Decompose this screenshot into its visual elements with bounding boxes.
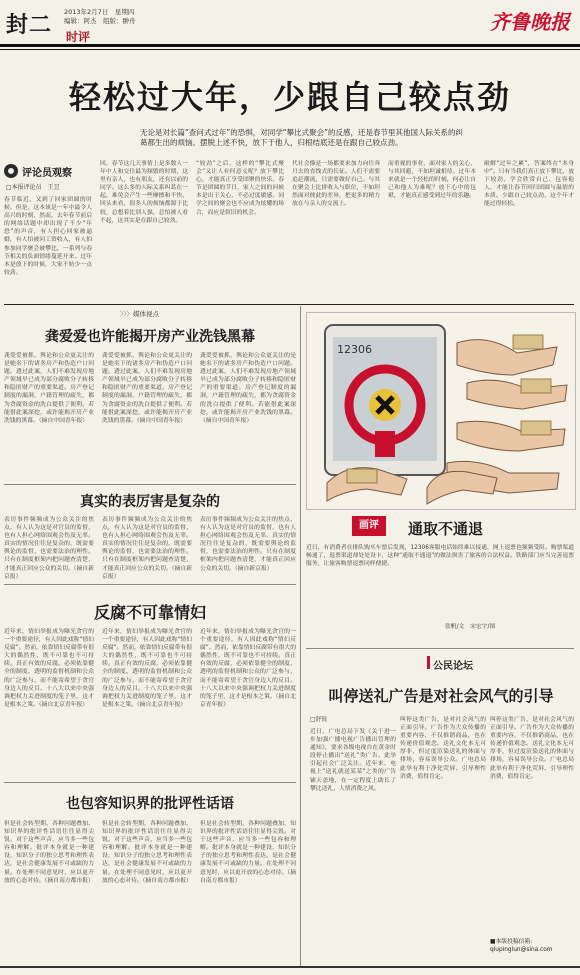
article-3-body-c: 近年来，情妇举报成为曝光贪官的一个重要途径，有人因此戏称“情妇反腐”。然而，依靠情妇反腐带有很大的偶然性，既不可靠也不可持续。真正有效的反腐，必须依靠健全的制度、透明的监督机制和公众的广泛参与，而不能寄希望于贪官身边人的反目。十八大以来中央强调把权力关进制度的笼子里，这才是根本之策。（摘自北京青年报）	[200, 629, 296, 708]
lead-body-col-1: 春节临近，又到了回家团圆的时候。但是，这本该是一年中最令人高兴的时刻，然而，去年春节前后的网络话题中却出现了不少“年恐”的声音，有人担心回家被逼婚，有人怕被问工资收入，有人怕参加同学聚会被攀比，一系列与春节相关的负面情绪蔓延开来。过年本是放下的时候，大家不妨少一点较劲。	[4, 197, 92, 276]
forum-body-col-3: 叫停这类广告，是对社会风气的正面引导。广告作为大众传播的重要内容，不仅推销商品，也在传递价值观念。送礼文化本无可厚非，但过度渲染送礼的体面与排场，容易误导公众。广电总局此举有利于净化荧屏、引导理性消费，值得肯定。	[490, 717, 574, 780]
article-1-body-b: 龚爱爱被抓，舆论和公众更关注的是她名下的诸多房产和伪造户口问题。透过此案，人们不难发现房地产领域早已成为部分腐败分子转移和隐匿财产的重要渠道。房产登记制度的漏洞，户籍管理的疏失，都为贪腐资金的洗白提供了便利。若能借此案深挖，或许能揭开房产业洗钱的黑幕。（摘自中国青年报）	[102, 353, 192, 424]
speech-bubble-icon	[4, 164, 18, 178]
section-name: 封二	[6, 12, 53, 38]
divider	[306, 648, 574, 649]
media-section-tag: 〉〉〉媒体视点	[120, 310, 159, 318]
newspaper-logo: 齐鲁晚报	[490, 10, 570, 34]
article-2-body-c: 表厉事件频频成为公众关注的焦点，有人认为这是对官员的监督，也有人担心网络围观会伤及无辜。真实的情况往往是复杂的，既需要舆论的监督，也需要法治的理性。只有在制度框架内把问题查清楚，才能真正回应公众的关切。（摘自新京报）	[200, 517, 296, 572]
lead-summary: 无论是对长篇“查问式过年”的恐惧，对同学“攀比式聚会”的反感，还是春节里其他国人际关系的纠葛都生出的烦恼。摆脱上述不快，放下于他人，归根结底还是在跟自己较点劲。	[140, 128, 464, 147]
column-label: 时评	[66, 30, 91, 44]
forum-byline: □舒锐	[310, 717, 328, 723]
divider	[4, 484, 296, 485]
comic-commentary-author: 张帆/文 宋宏宇/图	[445, 624, 496, 630]
article-2-title: 真实的表厉害是复杂的	[80, 494, 220, 510]
article-4-body-b: 但是社会转型期，各种问题叠加，知识界的批评性话语往往显得尖锐。对于这些声音，应当多一些包容和理解。批评本身就是一种建设，知识分子的独立思考和理性表达，是社会健康发展不可或缺的力量。在处理不同意见时，应以更开放的心态对待。（摘自南方都市报）	[102, 821, 192, 884]
lead-body-col-4: 代社会像是一场都要来加力向往奔月去的直线式的长征。人们不需要追赶潮流，只需要做好自己。与其在聚会上比拼收入与职位，不如坦然面对彼此的差异，把更多的精力放在与亲人的交流上。	[292, 161, 380, 208]
issue-meta	[64, 8, 136, 26]
section-divider	[4, 304, 574, 305]
article-4-title: 也包容知识界的批评性话语	[66, 796, 234, 812]
forum-tag: 公民论坛	[433, 661, 473, 672]
article-1-title: 龚爱爱也许能揭开房产业洗钱黑幕	[45, 329, 255, 345]
issue-date: 2013年2月7日 星期四	[64, 8, 135, 16]
article-4-body-c: 但是社会转型期，各种问题叠加，知识界的批评性话语往往显得尖锐。对于这些声音，应当多一些包容和理解。批评本身就是一种建设，知识分子的独立思考和理性表达，是社会健康发展不可或缺的力量。在处理不同意见时，应以更开放的心态对待。（摘自南方都市报）	[200, 821, 296, 884]
article-2-body-a: 表厉事件频频成为公众关注的焦点，有人认为这是对官员的监督，也有人担心网络围观会伤及无辜。真实的情况往往是复杂的，既需要舆论的监督，也需要法治的理性。只有在制度框架内把问题查清楚，才能真正回应公众的关切。（摘自新京报）	[4, 517, 94, 580]
editor-line: 编辑：阿杰 组版：翀舟	[64, 17, 136, 25]
forum-title: 叫停送礼广告是对社会风气的引导	[328, 687, 554, 705]
column-rule	[300, 306, 301, 966]
lead-headline: 轻松过大年，少跟自己较点劲	[68, 78, 511, 116]
page-header	[0, 0, 580, 42]
forum-accent-bar	[427, 656, 430, 669]
comic-commentary-body: 近日，有消费者在排队购买车票后发现，12306客服电话始终难以接通，网上退票也频频受阻。购票渠道畅通了，退票渠道却处处设卡，这种“通取不通退”的做法损害了旅客的合法权益。铁路部门应当完善退票服务，让旅客购票退票同样便捷。	[306, 545, 574, 568]
forum-body-col-1: 近日，广电总局下发《关于进一步加强广播电视广告播出管理的通知》，要求各级电视台在黄金时段停止播出“送礼”类广告。此举引起社会广泛关注。近年来，电视上“送礼就送某某”之类的广告铺天盖地，在一定程度上助长了攀比送礼、人情消费之风。	[310, 729, 396, 792]
divider	[4, 584, 296, 585]
commentary-label-box	[4, 162, 100, 184]
article-3-body-b: 近年来，情妇举报成为曝光贪官的一个重要途径，有人因此戏称“情妇反腐”。然而，依靠情妇反腐带有很大的偶然性，既不可靠也不可持续。真正有效的反腐，必须依靠健全的制度、透明的监督机制和公众的广泛参与，而不能寄希望于贪官身边人的反目。十八大以来中央强调把权力关进制度的笼子里，这才是根本之策。（摘自北京青年报）	[102, 629, 192, 708]
lead-body-col-3: “较劲”之后，这样的“攀比式聚会”又让人有何意义呢？放下攀比心，才能真正享受团聚的快乐。春节是团圆的节日，家人之间的问候本是出于关心，不必过度敏感。同学之间的聚会也不应成为炫耀的场合，而应是叙旧的机会。	[196, 161, 284, 216]
counter-number: 12306	[337, 343, 372, 356]
lead-body-col-6: 破解“过年之累”，答案终在“本身中”。只有当我们真正放下攀比、放下较劲，学会欣赏自己、包容他人，才能让春节回归团圆与温情的本质。少跟自己较点劲，这个年才能过得轻松。	[484, 161, 574, 208]
article-3-body-a: 近年来，情妇举报成为曝光贪官的一个重要途径，有人因此戏称“情妇反腐”。然而，依靠情妇反腐带有很大的偶然性，既不可靠也不可持续。真正有效的反腐，必须依靠健全的制度、透明的监督机制和公众的广泛参与，而不能寄希望于贪官身边人的反目。十八大以来中央强调把权力关进制度的笼子里，这才是根本之策。（摘自北京青年报）	[4, 629, 94, 708]
cartoon-image	[307, 313, 575, 509]
divider	[4, 782, 296, 783]
article-1-body-c: 龚爱爱被抓，舆论和公众更关注的是她名下的诸多房产和伪造户口问题。透过此案，人们不难发现房地产领域早已成为部分腐败分子转移和隐匿财产的重要渠道。房产登记制度的漏洞，户籍管理的疏失，都为贪腐资金的洗白提供了便利。若能借此案深挖，或许能揭开房产业洗钱的黑幕。（摘自中国青年报）	[200, 353, 296, 424]
editorial-cartoon	[306, 312, 576, 510]
submission-email: ■本版投稿信箱：qlupinglun@sina.com	[490, 939, 553, 953]
lead-body-col-2: 回，春节这几天事情上是多数人一年中人和交往最为频繁的时期，这里有亲人，也有朋友，还有以前的同学。这么多的人际关系纠葛在一起，难免会产生一些摩擦和不快。回头来看，很多人的烦恼都源于比较，总想着比别人强，总怕被人看不起，这其实是在跟自己较劲。	[100, 161, 188, 224]
comic-commentary-title: 通取不通退	[408, 520, 484, 538]
article-1-body-a: 龚爱爱被抓，舆论和公众更关注的是她名下的诸多房产和伪造户口问题。透过此案，人们不难发现房地产领域早已成为部分腐败分子转移和隐匿财产的重要渠道。房产登记制度的漏洞，户籍管理的疏失，都为贪腐资金的洗白提供了便利。若能借此案深挖，或许能揭开房产业洗钱的黑幕。（摘自中国青年报）	[4, 353, 94, 424]
header-rule	[0, 44, 580, 47]
forum-body-col-2: 叫停这类广告，是对社会风气的正面引导。广告作为大众传播的重要内容，不仅推销商品，也在传递价值观念。送礼文化本无可厚非，但过度渲染送礼的体面与排场，容易误导公众。广电总局此举有利于净化荧屏、引导理性消费，值得肯定。	[400, 717, 486, 780]
article-2-body-b: 表厉事件频频成为公众关注的焦点，有人认为这是对官员的监督，也有人担心网络围观会伤及无辜。真实的情况往往是复杂的，既需要舆论的监督，也需要法治的理性。只有在制度框架内把问题查清楚，才能真正回应公众的关切。（摘自新京报）	[102, 517, 192, 580]
column-title: 评论员观察	[22, 168, 72, 179]
lead-body-col-5: 而重视的事业，面对家人的关心，与其回避，不如坦诚相待。过年本来就是一个轻松的时刻，何必让自己和他人为难呢？放下心中的包袱，才能真正感受到过年的乐趣。	[388, 161, 476, 200]
footer-rule	[0, 966, 580, 968]
comic-commentary-tag: 画评	[352, 516, 386, 536]
header-rule-thin	[0, 49, 580, 50]
lead-byline: □本报评论员 王昱	[6, 184, 60, 191]
article-3-title: 反腐不可靠情妇	[93, 603, 206, 622]
article-4-body-a: 但是社会转型期，各种问题叠加，知识界的批评性话语往往显得尖锐。对于这些声音，应当多一些包容和理解。批评本身就是一种建设，知识分子的独立思考和理性表达，是社会健康发展不可或缺的力量。在处理不同意见时，应以更开放的心态对待。（摘自南方都市报）	[4, 821, 94, 884]
